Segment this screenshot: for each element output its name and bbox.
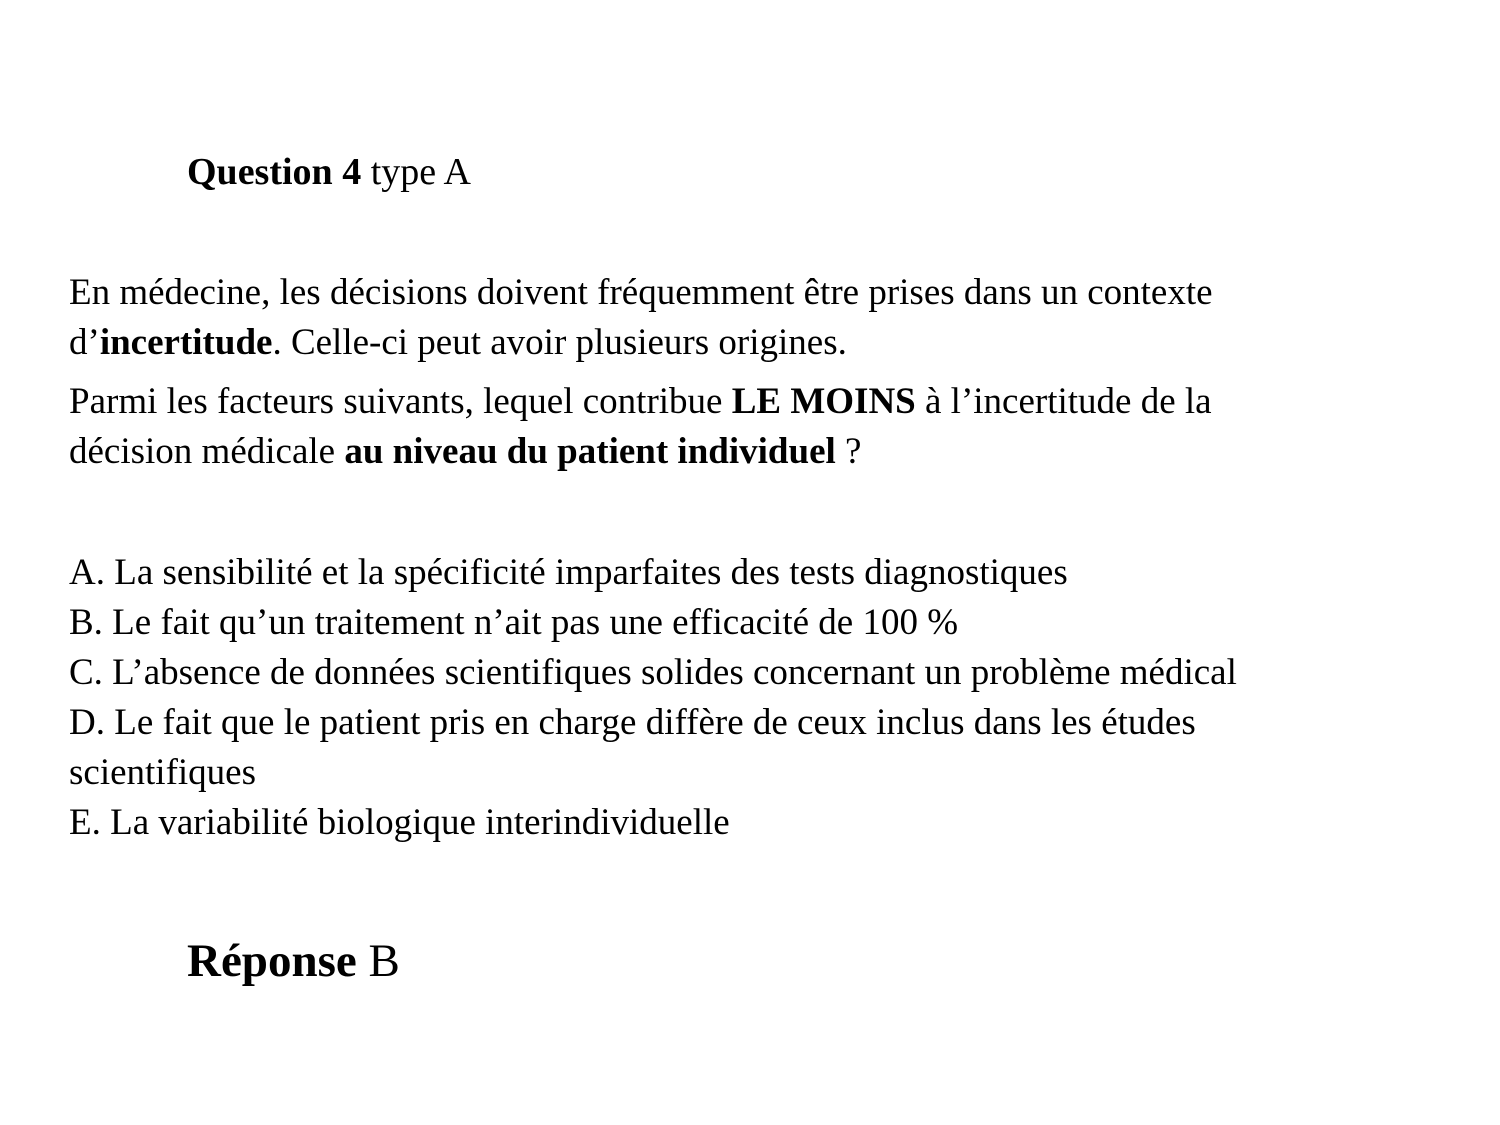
prompt-emphasis: LE MOINS — [731, 381, 916, 422]
prompt-line-1 — [69, 377, 1212, 427]
answer-value: B — [356, 935, 400, 987]
intro-keyword: incertitude — [99, 322, 273, 363]
prompt-text: à l’incertitude de la — [915, 381, 1212, 422]
prompt-text: décision médicale — [69, 431, 345, 472]
option-d: D. Le fait que le patient pris en charge diffère de ceux inclus dans les études — [69, 702, 1196, 743]
answer-line — [187, 932, 400, 990]
option-b: B. Le fait qu’un traitement n’ait pas une efficacité de 100 % — [69, 602, 959, 643]
option-e: E. La variabilité biologique interindividuelle — [69, 802, 730, 843]
option-d-continued: scientifiques — [69, 752, 257, 793]
prompt-emphasis: au niveau du patient individuel — [344, 431, 836, 472]
answer-label: Réponse — [187, 935, 357, 987]
intro-line-1: En médecine, les décisions doivent fréquemment être prises dans un contexte — [69, 272, 1213, 313]
question-type: type A — [361, 151, 471, 193]
question-number: Question 4 — [187, 151, 362, 193]
intro-line-2 — [69, 318, 1213, 368]
prompt-line-2 — [69, 427, 1212, 477]
question-prompt — [69, 377, 1212, 477]
prompt-text: ? — [835, 431, 862, 472]
prompt-text: Parmi les facteurs suivants, lequel contribue — [69, 381, 732, 422]
intro-text: . Celle-ci peut avoir plusieurs origines. — [272, 322, 847, 363]
question-heading — [187, 150, 471, 194]
intro-paragraph — [69, 268, 1213, 368]
option-c: C. L’absence de données scientifiques solides concernant un problème médical — [69, 652, 1237, 693]
intro-text: d’ — [69, 322, 100, 363]
answer-options — [69, 548, 1237, 848]
option-a: A. La sensibilité et la spécificité imparfaites des tests diagnostiques — [69, 552, 1068, 593]
